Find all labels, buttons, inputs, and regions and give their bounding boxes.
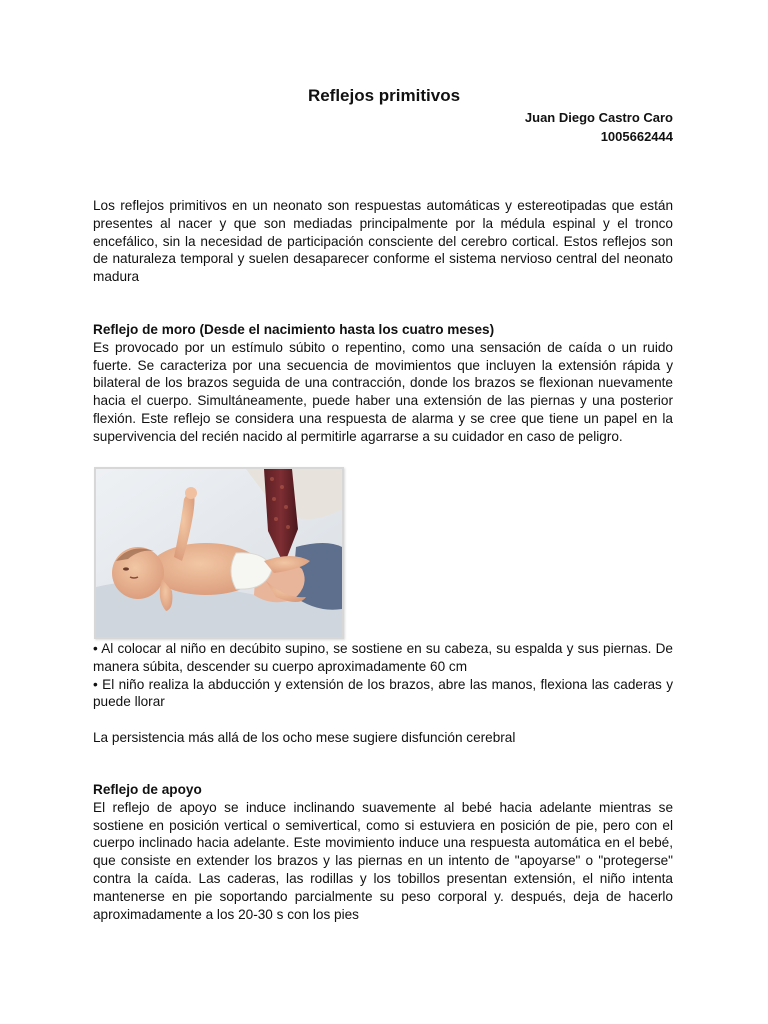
document-title: Reflejos primitivos — [307, 86, 461, 105]
support-reflex-section — [93, 781, 673, 923]
moro-bullet-list — [93, 640, 673, 711]
moro-heading: Reflejo de moro (Desde el nacimiento hasta los cuatro meses) — [93, 322, 495, 337]
support-paragraph: El reflejo de apoyo se induce inclinando suavemente al bebé hacia adelante mientras se sostiene en posición vertical o semivertical, como si estuviera en posición de pie, pero con el cuerpo inclinado hacia adelante. Este movimiento induce una respuesta automática en el bebé, que consiste en extender los brazos y las piernas en un intento de "apoyarse" o "protegerse" contra la caída. Las caderas, las rodillas y los tobillos presentan extensión, el niño intenta mantenerse en pie soportando parcialmente su peso corporal y. después, deja de hacerlo aproximadamente a los 20-30 s con los pies — [93, 799, 673, 922]
moro-reflex-photo — [94, 467, 344, 639]
intro-section — [93, 197, 673, 286]
moro-reflex-section — [93, 321, 673, 446]
author-name: Juan Diego Castro Caro — [524, 110, 673, 125]
baby-illustration — [96, 469, 342, 637]
author-block — [525, 108, 673, 146]
list-item: • Al colocar al niño en decúbito supino, se sostiene en su cabeza, su espalda y sus piernas. De manera súbita, descender su cuerpo aproximadamente 60 cm — [93, 641, 673, 674]
intro-paragraph: Los reflejos primitivos en un neonato son respuestas automáticas y estereotipadas que están presentes al nacer y que son mediadas principalmente por la médula espinal y el tronco encefálico, sin la necesidad de participación consciente del cerebro cortical. Estos reflejos son de naturaleza temporal y suelen desaparecer conforme el sistema nervioso central del neonato madura — [93, 198, 673, 285]
author-id: 1005662444 — [600, 129, 673, 144]
persistence-text: La persistencia más allá de los ocho mese sugiere disfunción cerebral — [93, 730, 516, 745]
list-item: • El niño realiza la abducción y extensión de los brazos, abre las manos, flexiona las caderas y puede llorar — [93, 676, 673, 710]
support-heading: Reflejo de apoyo — [93, 782, 202, 797]
moro-paragraph: Es provocado por un estímulo súbito o repentino, como una sensación de caída o un ruido fuerte. Se caracteriza por una secuencia de movimientos que incluyen la extensión rápida y bilateral de los brazos seguida de una contracción, donde los brazos se flexionan nuevamente hacia el cuerpo. Simultáneamente, puede haber una extensión de las piernas y una posterior flexión. Este reflejo se considera una respuesta de alarma y se cree que tiene un papel en la supervivencia del recién nacido al permitirle agarrarse a su cuidador en caso de peligro. — [93, 339, 673, 444]
persistence-note — [93, 729, 673, 747]
